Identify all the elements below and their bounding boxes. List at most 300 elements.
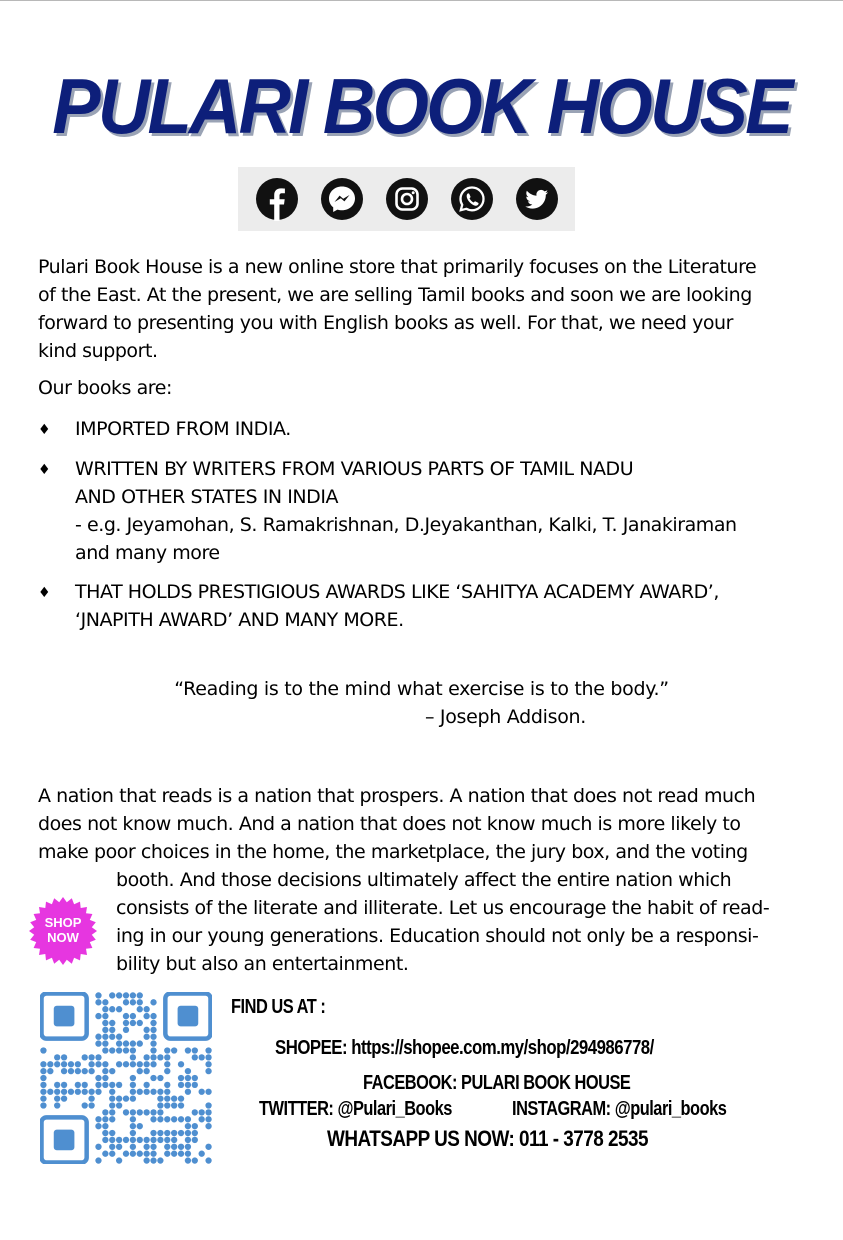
qr-module	[109, 1116, 115, 1122]
qr-module	[157, 1054, 163, 1060]
qr-module	[40, 1061, 46, 1067]
qr-module	[185, 1137, 191, 1143]
qr-module	[75, 1082, 81, 1088]
qr-module	[130, 1109, 136, 1115]
qr-module	[54, 1095, 60, 1101]
qr-module	[95, 1082, 101, 1088]
qr-module	[185, 1089, 191, 1095]
qr-module	[164, 1116, 170, 1122]
qr-module	[68, 1089, 74, 1095]
qr-module	[150, 1130, 156, 1136]
qr-module	[109, 1144, 115, 1150]
intro-line: forward to presenting you with English books as well. For that, we need your	[38, 312, 733, 334]
qr-module	[109, 992, 115, 998]
qr-module	[185, 1068, 191, 1074]
qr-module	[143, 1151, 149, 1157]
qr-module	[54, 1061, 60, 1067]
qr-module	[192, 1075, 198, 1081]
qr-module	[82, 1089, 88, 1095]
qr-module	[47, 1089, 53, 1095]
bullet-line: IMPORTED FROM INDIA.	[75, 418, 291, 440]
qr-module	[102, 1068, 108, 1074]
qr-module	[54, 1082, 60, 1088]
qr-module	[109, 1109, 115, 1115]
qr-module	[102, 1027, 108, 1033]
shop-now-line: NOW	[47, 930, 79, 945]
qr-module	[143, 1144, 149, 1150]
qr-module	[130, 1061, 136, 1067]
instagram-handle[interactable]: INSTAGRAM: @pulari_books	[512, 1098, 727, 1120]
qr-module	[137, 1089, 143, 1095]
qr-module	[47, 1068, 53, 1074]
qr-module	[123, 1095, 129, 1101]
qr-module	[123, 1040, 129, 1046]
qr-module	[82, 1102, 88, 1108]
qr-module	[137, 1020, 143, 1026]
qr-module	[157, 1109, 163, 1115]
qr-module	[116, 1006, 122, 1012]
qr-module	[164, 1047, 170, 1053]
qr-module	[82, 1082, 88, 1088]
shopee-link[interactable]: SHOPEE: https://shopee.com.my/shop/294986778/	[275, 1037, 654, 1059]
qr-module	[192, 1109, 198, 1115]
qr-module	[150, 1157, 156, 1163]
qr-module	[123, 1013, 129, 1019]
qr-module	[178, 1151, 184, 1157]
qr-module	[82, 1068, 88, 1074]
qr-module	[143, 1068, 149, 1074]
qr-module	[192, 1123, 198, 1129]
qr-module	[123, 1137, 129, 1143]
qr-module	[205, 1102, 211, 1108]
qr-module	[95, 1054, 101, 1060]
qr-module	[164, 1137, 170, 1143]
shop-now-label[interactable]	[29, 915, 97, 945]
bullet-line: ‘JNAPITH AWARD’ AND MANY MORE.	[75, 609, 404, 631]
twitter-icon[interactable]	[515, 177, 559, 221]
qr-finder-core	[54, 1006, 75, 1027]
top-border	[0, 0, 843, 1]
qr-module	[150, 1151, 156, 1157]
qr-module	[102, 999, 108, 1005]
qr-module	[123, 1109, 129, 1115]
qr-module	[116, 992, 122, 998]
intro-line: kind support.	[38, 340, 158, 362]
qr-module	[88, 1054, 94, 1060]
qr-module	[164, 1068, 170, 1074]
nation-line: A nation that reads is a nation that prospers. A nation that does not read much	[38, 785, 756, 807]
books-heading: Our books are:	[38, 377, 172, 399]
qr-module	[157, 1075, 163, 1081]
qr-module	[137, 992, 143, 998]
bullet-line: and many more	[75, 542, 220, 564]
qr-module	[109, 1095, 115, 1101]
qr-module	[137, 1137, 143, 1143]
qr-module	[95, 1089, 101, 1095]
instagram-icon[interactable]	[385, 177, 429, 221]
qr-module	[109, 1047, 115, 1053]
qr-module	[116, 1095, 122, 1101]
qr-module	[75, 1068, 81, 1074]
qr-module	[102, 1047, 108, 1053]
qr-module	[54, 1102, 60, 1108]
qr-module	[40, 1102, 46, 1108]
diamond-bullet-icon: ♦	[38, 422, 51, 438]
qr-module	[192, 1130, 198, 1136]
qr-module	[116, 1157, 122, 1163]
facebook-icon[interactable]	[255, 177, 299, 221]
qr-module	[143, 1054, 149, 1060]
qr-module	[205, 1047, 211, 1053]
qr-module	[137, 1006, 143, 1012]
qr-module	[171, 1151, 177, 1157]
qr-module	[137, 1151, 143, 1157]
qr-module	[123, 1020, 129, 1026]
qr-module	[192, 1157, 198, 1163]
qr-module	[109, 1089, 115, 1095]
qr-module	[157, 1137, 163, 1143]
qr-module	[130, 1089, 136, 1095]
qr-module	[130, 1082, 136, 1088]
quote-text: “Reading is to the mind what exercise is to the body.”	[174, 678, 669, 700]
qr-module	[47, 1061, 53, 1067]
qr-module	[40, 1095, 46, 1101]
qr-module	[40, 1089, 46, 1095]
qr-module	[109, 1151, 115, 1157]
qr-module	[143, 1013, 149, 1019]
qr-module	[150, 999, 156, 1005]
intro-line: Pulari Book House is a new online store that primarily focuses on the Literature	[38, 256, 757, 278]
qr-module	[192, 1082, 198, 1088]
qr-module	[137, 1061, 143, 1067]
qr-module	[164, 1151, 170, 1157]
qr-module	[68, 1061, 74, 1067]
qr-module	[102, 1116, 108, 1122]
qr-module	[130, 992, 136, 998]
qr-module	[102, 1040, 108, 1046]
qr-module	[61, 1061, 67, 1067]
qr-module	[61, 1089, 67, 1095]
qr-module	[130, 1130, 136, 1136]
qr-module	[199, 1054, 205, 1060]
bullet-line: - e.g. Jeyamohan, S. Ramakrishnan, D.Jeyakanthan, Kalki, T. Janakiraman	[75, 514, 737, 536]
qr-module	[61, 1095, 67, 1101]
qr-module	[150, 1061, 156, 1067]
qr-module	[102, 1061, 108, 1067]
qr-module	[164, 1082, 170, 1088]
qr-module	[205, 1054, 211, 1060]
qr-module	[150, 1034, 156, 1040]
nation-line: does not know much. And a nation that does not know much is more likely to	[38, 813, 741, 835]
nation-line: make poor choices in the home, the marketplace, the jury box, and the voting	[38, 841, 748, 863]
qr-module	[116, 1034, 122, 1040]
qr-module	[130, 1075, 136, 1081]
qr-module	[199, 1089, 205, 1095]
qr-module	[130, 1040, 136, 1046]
qr-module	[171, 1137, 177, 1143]
qr-module	[109, 1027, 115, 1033]
qr-module	[157, 1116, 163, 1122]
qr-module	[171, 1144, 177, 1150]
qr-module	[95, 1013, 101, 1019]
qr-module	[102, 1082, 108, 1088]
qr-module	[95, 992, 101, 998]
qr-module	[150, 1137, 156, 1143]
qr-module	[54, 1054, 60, 1060]
qr-module	[88, 1102, 94, 1108]
qr-module	[137, 1040, 143, 1046]
qr-module	[102, 1020, 108, 1026]
qr-module	[178, 1102, 184, 1108]
qr-module	[192, 1047, 198, 1053]
qr-module	[185, 1157, 191, 1163]
qr-module	[123, 992, 129, 998]
qr-module	[130, 1020, 136, 1026]
qr-module	[150, 1013, 156, 1019]
facebook-handle[interactable]: FACEBOOK: PULARI BOOK HOUSE	[363, 1072, 631, 1094]
qr-module	[205, 1089, 211, 1095]
qr-module	[102, 1013, 108, 1019]
qr-module	[88, 1089, 94, 1095]
qr-module	[143, 1109, 149, 1115]
bullet-line: WRITTEN BY WRITERS FROM VARIOUS PARTS OF TAMIL NADU	[75, 458, 634, 480]
qr-module	[102, 1006, 108, 1012]
qr-module	[192, 1137, 198, 1143]
qr-module	[88, 1068, 94, 1074]
qr-module	[109, 1130, 115, 1136]
qr-module	[143, 1157, 149, 1163]
qr-module	[205, 1116, 211, 1122]
qr-module	[205, 1061, 211, 1067]
qr-module	[199, 1109, 205, 1115]
qr-code[interactable]	[40, 992, 212, 1164]
qr-module	[102, 1034, 108, 1040]
qr-module	[88, 1061, 94, 1067]
qr-module	[185, 1047, 191, 1053]
qr-module	[95, 1116, 101, 1122]
qr-module	[157, 1095, 163, 1101]
find-us-heading: FIND US AT :	[231, 996, 326, 1018]
qr-module	[95, 999, 101, 1005]
intro-line: of the East. At the present, we are selling Tamil books and soon we are looking	[38, 284, 752, 306]
qr-module	[199, 1151, 205, 1157]
qr-module	[40, 1068, 46, 1074]
qr-module	[40, 1082, 46, 1088]
page-title: PULARI BOOK HOUSE	[52, 62, 791, 150]
qr-module	[205, 1157, 211, 1163]
qr-module	[185, 1116, 191, 1122]
qr-module	[164, 1089, 170, 1095]
bullet-line: AND OTHER STATES IN INDIA	[75, 486, 339, 508]
qr-module	[205, 1068, 211, 1074]
qr-module	[178, 1130, 184, 1136]
qr-module	[205, 1144, 211, 1150]
qr-module	[143, 1061, 149, 1067]
qr-module	[123, 1047, 129, 1053]
messenger-icon[interactable]	[320, 177, 364, 221]
qr-module	[116, 1061, 122, 1067]
qr-module	[54, 1089, 60, 1095]
qr-module	[130, 999, 136, 1005]
qr-module	[150, 1040, 156, 1046]
qr-module	[95, 1075, 101, 1081]
qr-module	[171, 1130, 177, 1136]
qr-module	[116, 1137, 122, 1143]
qr-module	[109, 1006, 115, 1012]
qr-module	[130, 1054, 136, 1060]
qr-module	[178, 1095, 184, 1101]
qr-module	[150, 1109, 156, 1115]
qr-module	[130, 1144, 136, 1150]
qr-module	[130, 1095, 136, 1101]
qr-module	[178, 1082, 184, 1088]
qr-module	[123, 1061, 129, 1067]
qr-module	[61, 1068, 67, 1074]
qr-module	[123, 999, 129, 1005]
qr-module	[157, 1130, 163, 1136]
qr-module	[130, 1013, 136, 1019]
qr-module	[164, 1095, 170, 1101]
qr-module	[95, 1040, 101, 1046]
qr-module	[150, 1144, 156, 1150]
qr-module	[164, 1061, 170, 1067]
qr-module	[116, 1102, 122, 1108]
qr-module	[68, 1068, 74, 1074]
nation-paragraph	[38, 782, 798, 978]
qr-module	[123, 1027, 129, 1033]
intro-paragraph	[38, 253, 798, 365]
qr-module	[150, 1089, 156, 1095]
qr-module	[199, 1116, 205, 1122]
qr-module	[82, 1054, 88, 1060]
qr-module	[40, 1075, 46, 1081]
qr-module	[95, 1123, 101, 1129]
qr-module	[102, 1109, 108, 1115]
qr-module	[75, 1061, 81, 1067]
qr-module	[143, 1034, 149, 1040]
qr-module	[109, 1082, 115, 1088]
qr-module	[116, 1040, 122, 1046]
qr-module	[143, 1089, 149, 1095]
nation-line: booth. And those decisions ultimately affect the entire nation which	[116, 869, 732, 891]
qr-module	[185, 1151, 191, 1157]
qr-module	[130, 1116, 136, 1122]
qr-module	[102, 1130, 108, 1136]
qr-module	[102, 1075, 108, 1081]
qr-module	[185, 1123, 191, 1129]
qr-module	[171, 1095, 177, 1101]
qr-module	[109, 1034, 115, 1040]
qr-module	[143, 1137, 149, 1143]
qr-module	[150, 1075, 156, 1081]
nation-line: bility but also an entertainment.	[116, 953, 409, 975]
qr-module	[185, 1144, 191, 1150]
qr-module	[137, 999, 143, 1005]
qr-module	[171, 1116, 177, 1122]
qr-module	[178, 1061, 184, 1067]
qr-module	[130, 1123, 136, 1129]
qr-module	[130, 1151, 136, 1157]
qr-module	[95, 1157, 101, 1163]
social-icons-bar	[238, 167, 575, 231]
qr-module	[150, 1054, 156, 1060]
nation-line: ing in our young generations. Education should not only be a responsi-	[116, 925, 759, 947]
qr-module	[130, 1137, 136, 1143]
qr-module	[143, 1006, 149, 1012]
qr-module	[164, 1102, 170, 1108]
qr-module	[116, 1082, 122, 1088]
qr-module	[116, 1144, 122, 1150]
qr-module	[171, 1102, 177, 1108]
qr-module	[88, 1095, 94, 1101]
qr-module	[150, 1027, 156, 1033]
qr-module	[109, 1102, 115, 1108]
qr-module	[61, 1082, 67, 1088]
qr-module	[75, 1089, 81, 1095]
qr-module	[40, 1047, 46, 1053]
qr-module	[164, 1144, 170, 1150]
qr-module	[157, 1089, 163, 1095]
qr-module	[150, 1020, 156, 1026]
qr-module	[150, 1116, 156, 1122]
qr-module	[102, 1123, 108, 1129]
diamond-bullet-icon: ♦	[38, 585, 51, 601]
qr-module	[178, 1144, 184, 1150]
qr-module	[185, 1130, 191, 1136]
qr-module	[102, 1151, 108, 1157]
qr-module	[185, 1082, 191, 1088]
qr-module	[205, 1123, 211, 1129]
qr-finder-core	[178, 1006, 199, 1027]
qr-module	[130, 1047, 136, 1053]
qr-module	[157, 1102, 163, 1108]
qr-module	[61, 1054, 67, 1060]
qr-module	[95, 1144, 101, 1150]
qr-module	[157, 1157, 163, 1163]
whatsapp-icon[interactable]	[450, 177, 494, 221]
qr-module	[123, 1151, 129, 1157]
bullet-line: THAT HOLDS PRESTIGIOUS AWARDS LIKE ‘SAHITYA ACADEMY AWARD’,	[75, 581, 719, 603]
qr-finder-core	[54, 1130, 75, 1151]
qr-module	[137, 1068, 143, 1074]
qr-module	[143, 1027, 149, 1033]
qr-module	[164, 1054, 170, 1060]
qr-module	[109, 1068, 115, 1074]
qr-module	[178, 1116, 184, 1122]
twitter-handle[interactable]: TWITTER: @Pulari_Books	[259, 1098, 452, 1120]
whatsapp-contact[interactable]: WHATSAPP US NOW: 011 - 3778 2535	[327, 1126, 649, 1151]
qr-module	[171, 1047, 177, 1053]
qr-module	[137, 1123, 143, 1129]
qr-module	[95, 1061, 101, 1067]
qr-module	[205, 1109, 211, 1115]
diamond-bullet-icon: ♦	[38, 462, 51, 478]
qr-module	[178, 1075, 184, 1081]
qr-module	[137, 1109, 143, 1115]
quote-author: – Joseph Addison.	[424, 706, 587, 728]
qr-module	[192, 1054, 198, 1060]
qr-module	[109, 1137, 115, 1143]
qr-module	[109, 1020, 115, 1026]
qr-module	[185, 1075, 191, 1081]
qr-module	[116, 1047, 122, 1053]
shop-now-line: SHOP	[44, 915, 82, 930]
nation-line: consists of the literate and illiterate. Let us encourage the habit of read-	[116, 897, 770, 919]
qr-module	[143, 1082, 149, 1088]
qr-module	[102, 1137, 108, 1143]
qr-module	[95, 1034, 101, 1040]
qr-module	[164, 1130, 170, 1136]
